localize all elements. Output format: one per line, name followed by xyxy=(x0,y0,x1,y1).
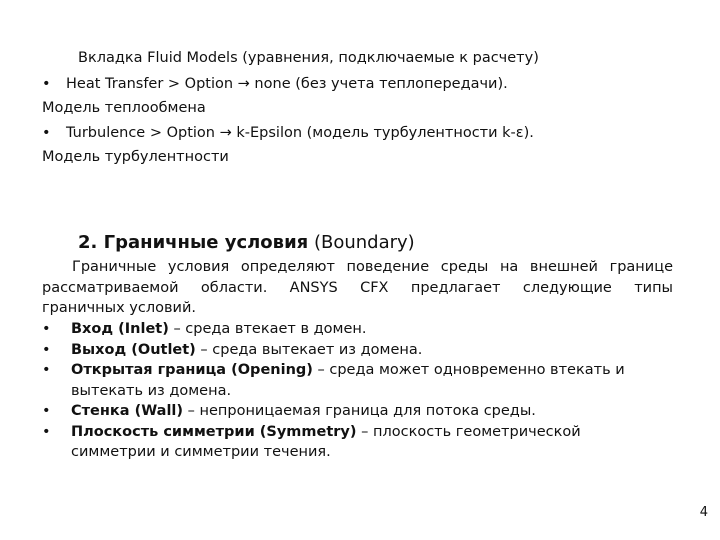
boundary-heading-bold: 2. Граничные условия xyxy=(78,232,309,253)
heat-transfer-caption: Модель теплообмена xyxy=(42,100,206,116)
list-item-desc: – среда может одновременно втекать и вытекать из домена. xyxy=(71,362,625,399)
list-item-term: Вход (Inlet) xyxy=(71,321,169,337)
bullet-icon: • xyxy=(42,403,51,419)
turbulence-text: Turbulence > Option → k-Epsilon (модель турбулентности k-ε). xyxy=(66,125,534,141)
list-item-wall xyxy=(42,401,682,422)
boundary-types-list xyxy=(42,319,682,463)
list-item-desc: – непроницаемая граница для потока среды. xyxy=(183,403,536,419)
bullet-icon: • xyxy=(42,423,51,440)
bullet-icon: • xyxy=(42,362,51,378)
list-item-term: Плоскость симметрии (Symmetry) xyxy=(71,423,357,440)
boundary-paragraph-line3: граничных условий. xyxy=(42,300,196,316)
list-item-opening xyxy=(42,360,651,401)
bullet-icon: • xyxy=(42,76,51,92)
boundary-paragraph-line1: Граничные условия определяют поведение среды на внешней границе xyxy=(72,259,673,275)
bullet-icon: • xyxy=(42,125,51,141)
heat-transfer-bullet xyxy=(42,72,508,96)
turbulence-caption: Модель турбулентности xyxy=(42,149,229,165)
list-item-inlet xyxy=(42,319,682,340)
heat-transfer-text: Heat Transfer > Option → none (без учета теплопередачи). xyxy=(66,76,508,92)
list-item-outlet xyxy=(42,340,682,361)
list-item-term: Стенка (Wall) xyxy=(71,403,184,419)
boundary-heading-rest: (Boundary) xyxy=(308,232,415,253)
boundary-heading xyxy=(78,230,415,256)
boundary-paragraph-line2: рассматриваемой области. ANSYS CFX предлагает следующие типы xyxy=(42,280,673,296)
bullet-icon: • xyxy=(42,321,51,337)
list-item-desc: – среда втекает в домен. xyxy=(168,321,367,337)
list-item-symmetry xyxy=(42,422,631,463)
list-item-term: Открытая граница (Opening) xyxy=(71,362,313,378)
page-number: 4 xyxy=(699,505,708,520)
bullet-icon: • xyxy=(42,341,51,358)
list-item-desc: – плоскость геометрической симметрии и симметрии течения. xyxy=(71,423,581,460)
fluid-models-intro: Вкладка Fluid Models (уравнения, подключаемые к расчету) xyxy=(78,50,539,66)
turbulence-bullet xyxy=(42,121,534,145)
list-item-term: Выход (Outlet) xyxy=(71,341,196,358)
list-item-desc: – среда вытекает из домена. xyxy=(195,341,423,358)
